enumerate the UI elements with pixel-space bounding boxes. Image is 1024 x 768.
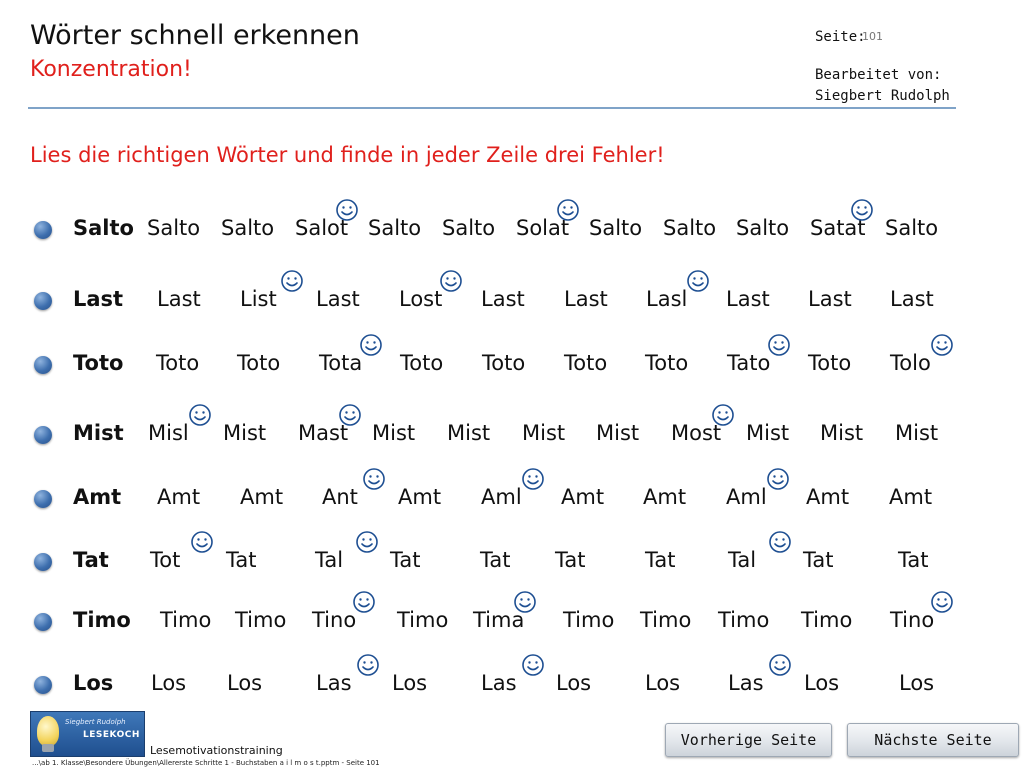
candidate-word[interactable]: Salto [736, 216, 790, 240]
smiley-icon [767, 333, 791, 357]
header-divider [28, 107, 956, 109]
candidate-word[interactable]: Toto [482, 351, 526, 375]
bullet-icon [34, 676, 52, 694]
logo-name: Siegbert Rudolph [65, 718, 126, 726]
footer-title: Lesemotivationstraining [150, 744, 283, 757]
candidate-word[interactable]: Mist [372, 421, 416, 445]
candidate-word[interactable]: Last [808, 287, 852, 311]
smiley-icon [513, 590, 537, 614]
smiley-icon [352, 590, 376, 614]
candidate-word[interactable]: Mist [820, 421, 864, 445]
exercise-row [0, 481, 1024, 521]
candidate-word[interactable]: Salto [221, 216, 275, 240]
candidate-word[interactable]: Solat [516, 216, 570, 240]
candidate-word[interactable]: Aml [481, 485, 522, 509]
candidate-word[interactable]: Amt [889, 485, 933, 509]
candidate-word[interactable]: Timo [160, 608, 212, 632]
footer-file-path: ...\ab 1. Klasse\Besondere Übungen\Allererste Schritte 1 - Buchstaben a i l m o s t.pptm - Seite 101 [32, 759, 380, 767]
page-title: Wörter schnell erkennen [30, 20, 360, 51]
smiley-icon [930, 333, 954, 357]
next-page-button[interactable]: Nächste Seite [847, 723, 1019, 757]
candidate-word[interactable]: Timo [235, 608, 287, 632]
candidate-word[interactable]: Tat [645, 548, 676, 572]
target-word: Tat [73, 548, 109, 572]
candidate-word[interactable]: Tat [803, 548, 834, 572]
candidate-word[interactable]: Misl [148, 421, 189, 445]
page-subtitle: Konzentration! [30, 57, 192, 82]
candidate-word[interactable]: Satat [810, 216, 866, 240]
candidate-word[interactable]: Mist [596, 421, 640, 445]
logo-brand: LESEKOCH [83, 730, 140, 740]
candidate-word[interactable]: Amt [561, 485, 605, 509]
smiley-icon [338, 403, 362, 427]
bullet-icon [34, 426, 52, 444]
candidate-word[interactable]: Tal [315, 548, 344, 572]
candidate-word[interactable]: Los [899, 671, 935, 695]
smiley-icon [766, 467, 790, 491]
candidate-word[interactable]: Las [481, 671, 517, 695]
candidate-word[interactable]: Timo [563, 608, 615, 632]
edited-by-label: Bearbeitet von: [815, 67, 942, 83]
candidate-word[interactable]: Last [564, 287, 608, 311]
candidate-word[interactable]: Last [890, 287, 934, 311]
smiley-icon [850, 198, 874, 222]
candidate-word[interactable]: Salto [442, 216, 496, 240]
smiley-icon [930, 590, 954, 614]
candidate-word[interactable]: Tolo [890, 351, 931, 375]
candidate-word[interactable]: Mist [746, 421, 790, 445]
smiley-icon [768, 530, 792, 554]
candidate-word[interactable]: Tino [890, 608, 935, 632]
candidate-word[interactable]: Los [804, 671, 840, 695]
candidate-word[interactable]: Mist [223, 421, 267, 445]
target-word: Mist [73, 421, 124, 445]
candidate-word[interactable]: Salto [368, 216, 422, 240]
smiley-icon [190, 530, 214, 554]
candidate-word[interactable]: Last [157, 287, 201, 311]
candidate-word[interactable]: Toto [808, 351, 852, 375]
exercise-row [0, 417, 1024, 457]
target-word: Last [73, 287, 124, 311]
candidate-word[interactable]: Toto [645, 351, 689, 375]
bullet-icon [34, 356, 52, 374]
candidate-word[interactable]: Toto [564, 351, 608, 375]
candidate-word[interactable]: Toto [156, 351, 200, 375]
page-label: Seite: [815, 29, 866, 45]
candidate-word[interactable]: Timo [801, 608, 853, 632]
candidate-word[interactable]: Las [728, 671, 764, 695]
lesekoch-logo [30, 711, 145, 757]
exercise-row [0, 283, 1024, 323]
candidate-word[interactable]: Amt [643, 485, 687, 509]
candidate-word[interactable]: Aml [726, 485, 767, 509]
smiley-icon [188, 403, 212, 427]
candidate-word[interactable]: Salto [589, 216, 643, 240]
candidate-word[interactable]: Tato [727, 351, 771, 375]
candidate-word[interactable]: Mist [895, 421, 939, 445]
candidate-word[interactable]: Toto [237, 351, 281, 375]
candidate-word[interactable]: Tal [728, 548, 757, 572]
bullet-icon [34, 292, 52, 310]
candidate-word[interactable]: Tat [555, 548, 586, 572]
smiley-icon [686, 269, 710, 293]
candidate-word[interactable]: Lost [399, 287, 443, 311]
candidate-word[interactable]: Tat [480, 548, 511, 572]
smiley-icon [355, 530, 379, 554]
target-word: Toto [73, 351, 124, 375]
smiley-icon [439, 269, 463, 293]
exercise-row [0, 544, 1024, 584]
candidate-word[interactable]: Tot [150, 548, 181, 572]
exercise-row [0, 347, 1024, 387]
candidate-word[interactable]: Tima [473, 608, 525, 632]
candidate-word[interactable]: Tat [898, 548, 929, 572]
candidate-word[interactable]: Lasl [646, 287, 688, 311]
candidate-word[interactable]: Ant [322, 485, 358, 509]
bullet-icon [34, 221, 52, 239]
lightbulb-base [42, 744, 54, 752]
candidate-word[interactable]: Salto [885, 216, 939, 240]
candidate-word[interactable]: Mast [298, 421, 349, 445]
candidate-word[interactable]: List [240, 287, 277, 311]
bullet-icon [34, 490, 52, 508]
exercise-row [0, 604, 1024, 644]
candidate-word[interactable]: Tino [312, 608, 357, 632]
lightbulb-icon [37, 716, 59, 746]
candidate-word[interactable]: Tota [319, 351, 363, 375]
candidate-word[interactable]: Tat [390, 548, 421, 572]
smiley-icon [521, 467, 545, 491]
candidate-word[interactable]: Salto [147, 216, 201, 240]
exercise-row [0, 212, 1024, 252]
target-word: Los [73, 671, 114, 695]
candidate-word[interactable]: Salto [663, 216, 717, 240]
candidate-word[interactable]: Las [316, 671, 352, 695]
smiley-icon [362, 467, 386, 491]
candidate-word[interactable]: Last [481, 287, 525, 311]
bullet-icon [34, 613, 52, 631]
target-word: Amt [73, 485, 122, 509]
candidate-word[interactable]: Salot [295, 216, 349, 240]
smiley-icon [711, 403, 735, 427]
candidate-word[interactable]: Last [316, 287, 360, 311]
smiley-icon [359, 333, 383, 357]
smiley-icon [556, 198, 580, 222]
candidate-word[interactable]: Amt [398, 485, 442, 509]
candidate-word[interactable]: Amt [806, 485, 850, 509]
page-number: 101 [862, 30, 883, 43]
candidate-word[interactable]: Tat [226, 548, 257, 572]
smiley-icon [335, 198, 359, 222]
target-word: Timo [73, 608, 131, 632]
candidate-word[interactable]: Timo [718, 608, 770, 632]
candidate-word[interactable]: Los [227, 671, 263, 695]
candidate-word[interactable]: Toto [400, 351, 444, 375]
smiley-icon [521, 653, 545, 677]
smiley-icon [280, 269, 304, 293]
target-word: Salto [73, 216, 134, 240]
candidate-word[interactable]: Los [392, 671, 428, 695]
author-name: Siegbert Rudolph [815, 88, 950, 104]
instruction-text: Lies die richtigen Wörter und finde in jeder Zeile drei Fehler! [30, 143, 665, 167]
candidate-word[interactable]: Los [556, 671, 592, 695]
exercise-row [0, 667, 1024, 707]
smiley-icon [356, 653, 380, 677]
candidate-word[interactable]: Last [726, 287, 770, 311]
previous-page-button[interactable]: Vorherige Seite [665, 723, 832, 757]
bullet-icon [34, 553, 52, 571]
candidate-word[interactable]: Amt [240, 485, 284, 509]
candidate-word[interactable]: Timo [397, 608, 449, 632]
candidate-word[interactable]: Los [151, 671, 187, 695]
candidate-word[interactable]: Mist [447, 421, 491, 445]
candidate-word[interactable]: Los [645, 671, 681, 695]
smiley-icon [768, 653, 792, 677]
candidate-word[interactable]: Mist [522, 421, 566, 445]
candidate-word[interactable]: Most [671, 421, 722, 445]
candidate-word[interactable]: Timo [640, 608, 692, 632]
candidate-word[interactable]: Amt [157, 485, 201, 509]
